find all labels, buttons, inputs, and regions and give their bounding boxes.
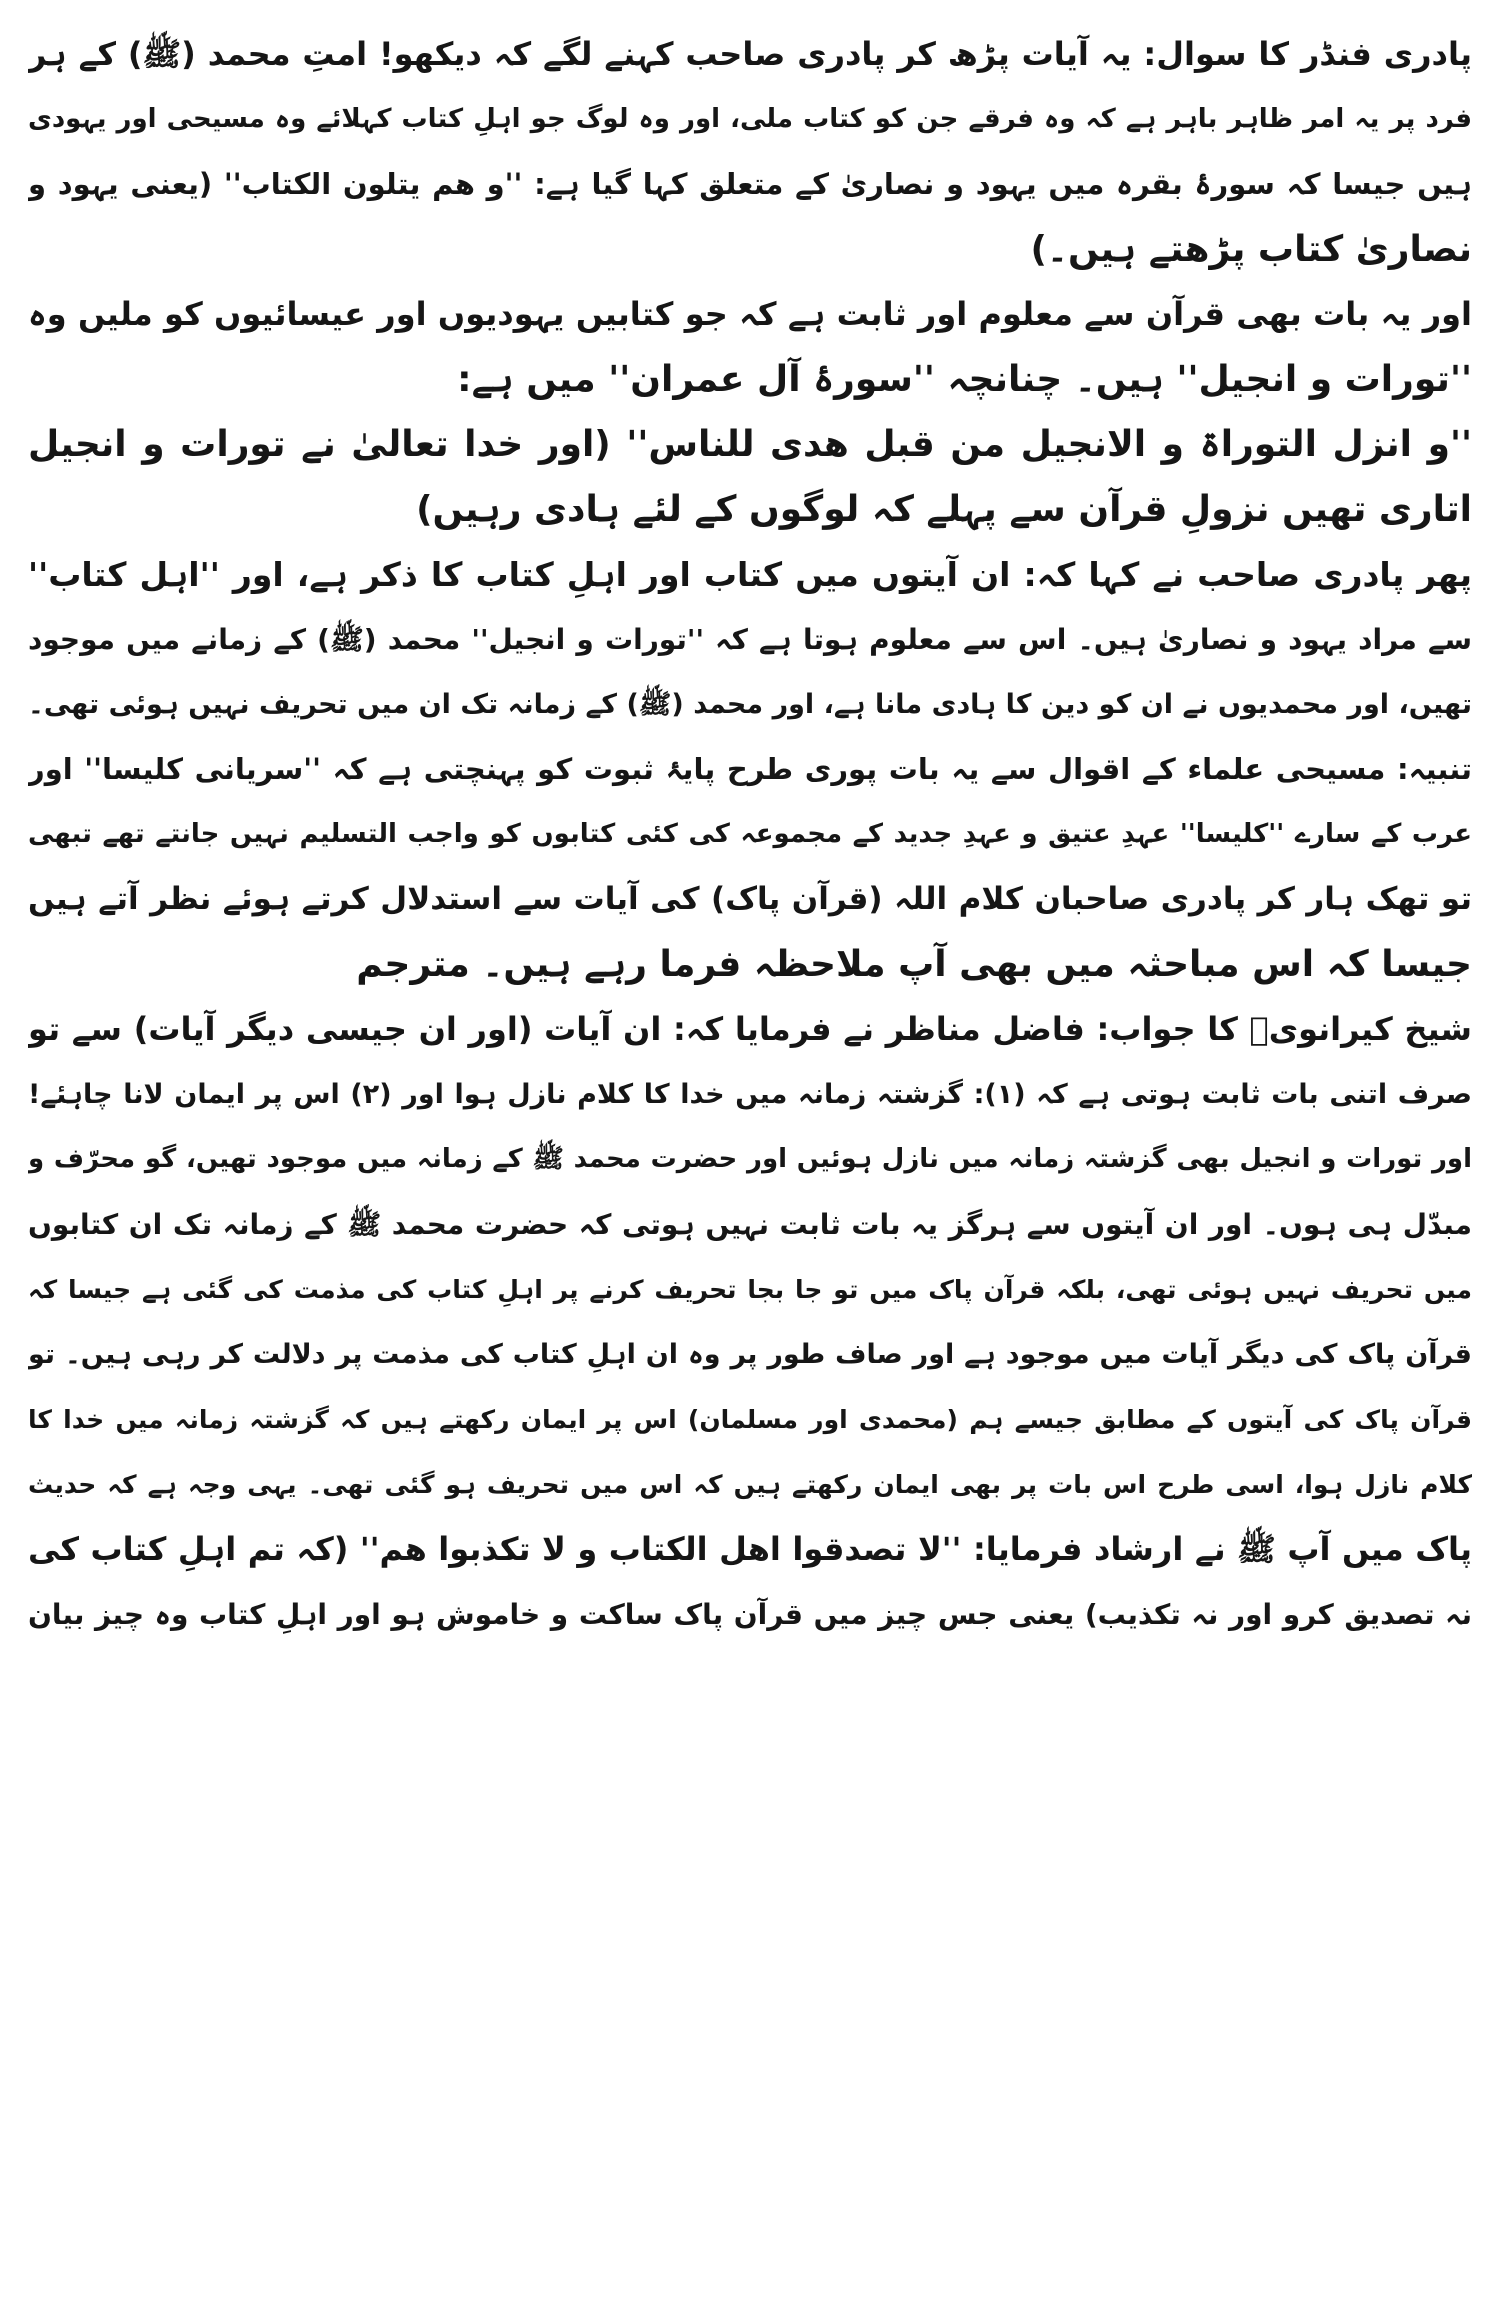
text-line: ''و انزل التوراۃ و الانجیل من قبل ھدی للناس'' (اور خدا تعالیٰ نے تورات و انجیل — [28, 424, 1472, 465]
text-line: قرآن پاک کی دیگر آیات میں موجود ہے اور صاف طور پر وہ ان اہلِ کتاب کی مذمت پر دلالت کر رہی ہیں۔ تو — [28, 1339, 1472, 1370]
text-line: اور یہ بات بھی قرآن سے معلوم اور ثابت ہے کہ جو کتابیں یہودیوں اور عیسائیوں کو ملیں وہ — [28, 295, 1472, 333]
text-line: عرب کے سارے ''کلیسا'' عہدِ عتیق و عہدِ جدید کے مجموعہ کی کئی کتابوں کو واجب التسلیم نہیں جانتے تھے تبھی — [28, 819, 1472, 849]
text-line: شیخ کیرانویؒ کا جواب: فاضل مناظر نے فرمایا کہ: ان آیات (اور ان جیسی دیگر آیات) سے تو — [28, 1010, 1472, 1048]
text-line: میں تحریف نہیں ہوئی تھی، بلکہ قرآن پاک میں تو جا بجا تحریف کرنے پر اہلِ کتاب کی مذمت کی گئی ہے جیسا کہ — [28, 1275, 1472, 1304]
text-line: اور تورات و انجیل بھی گزشتہ زمانہ میں نازل ہوئیں اور حضرت محمد ﷺ کے زمانہ میں موجود تھیں، گو محرّف و — [28, 1144, 1472, 1174]
text-line: جیسا کہ اس مباحثہ میں بھی آپ ملاحظہ فرما رہے ہیں۔ مترجم — [356, 944, 1472, 985]
text-line: صرف اتنی بات ثابت ہوتی ہے کہ (۱): گزشتہ زمانہ میں خدا کا کلام نازل ہوا اور (۲) اس پر ایمان لانا چاہئے! — [28, 1079, 1472, 1110]
text-line: پادری فنڈر کا سوال: یہ آیات پڑھ کر پادری صاحب کہنے لگے کہ دیکھو! امتِ محمد (ﷺ) کے ہر — [28, 35, 1472, 73]
text-line: نصاریٰ کتاب پڑھتے ہیں۔) — [1030, 229, 1472, 270]
text-line: پاک میں آپ ﷺ نے ارشاد فرمایا: ''لا تصدقوا اھل الکتاب و لا تکذبوا ھم'' (کہ تم اہلِ کتاب کی — [28, 1530, 1472, 1568]
text-line: تھیں، اور محمدیوں نے ان کو دین کا ہادی مانا ہے، اور محمد (ﷺ) کے زمانہ تک ان میں تحریف نہیں ہوئی تھی۔ — [28, 689, 1472, 720]
text-line: ہیں جیسا کہ سورۂ بقرہ میں یہود و نصاریٰ کے متعلق کہا گیا ہے: ''و ھم یتلون الکتاب'' (یعنی یہود و — [28, 167, 1472, 201]
text-line: سے مراد یہود و نصاریٰ ہیں۔ اس سے معلوم ہوتا ہے کہ ''تورات و انجیل'' محمد (ﷺ) کے زمانے میں موجود — [28, 623, 1472, 656]
text-line: نہ تصدیق کرو اور نہ تکذیب) یعنی جس چیز میں قرآن پاک ساکت و خاموش ہو اور اہلِ کتاب وہ چیز بیان — [28, 1598, 1472, 1631]
text-line: تو تھک ہار کر پادری صاحبان کلام اللہ (قرآن پاک) کی آیات سے استدلال کرتے ہوئے نظر آتے ہیں — [28, 881, 1472, 917]
text-line: قرآن پاک کی آیتوں کے مطابق جیسے ہم (محمدی اور مسلمان) اس پر ایمان رکھتے ہیں کہ گزشتہ زمانہ میں خدا کا — [28, 1405, 1472, 1434]
text-line: پھر پادری صاحب نے کہا کہ: ان آیتوں میں کتاب اور اہلِ کتاب کا ذکر ہے، اور ''اہل کتاب'' — [28, 555, 1472, 594]
text-line: اتاری تھیں نزولِ قرآن سے پہلے کہ لوگوں کے لئے ہادی رہیں) — [416, 489, 1472, 530]
book-page — [28, 22, 1472, 2278]
text-line: فرد پر یہ امر ظاہر باہر ہے کہ وہ فرقے جن کو کتاب ملی، اور وہ لوگ جو اہلِ کتاب کہلائے وہ مسیحی اور یہودی — [28, 104, 1472, 134]
text-line: ''تورات و انجیل'' ہیں۔ چنانچہ ''سورۂ آل عمران'' میں ہے: — [457, 359, 1472, 400]
text-line: مبدّل ہی ہوں۔ اور ان آیتوں سے ہرگز یہ بات ثابت نہیں ہوتی کہ حضرت محمد ﷺ کے زمانہ تک ان کتابوں — [28, 1208, 1472, 1241]
text-line: تنبیہ: مسیحی علماء کے اقوال سے یہ بات پوری طرح پایۂ ثبوت کو پہنچتی ہے کہ ''سریانی کلیسا'' اور — [28, 752, 1472, 786]
text-line: کلام نازل ہوا، اسی طرح اس بات پر بھی ایمان رکھتے ہیں کہ اس میں تحریف ہو گئی تھی۔ یہی وجہ ہے کہ حدیث — [28, 1470, 1472, 1499]
